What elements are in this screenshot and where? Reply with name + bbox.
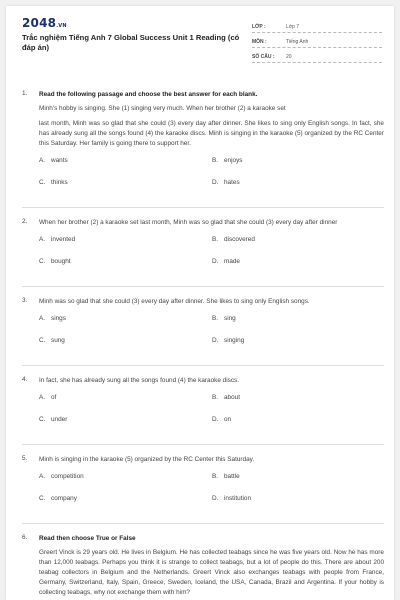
question-1 — [22, 90, 384, 208]
site-logo[interactable] — [22, 16, 67, 30]
question-instruction: Read then choose True or False — [39, 535, 136, 542]
divider — [22, 207, 384, 208]
divider — [22, 365, 384, 366]
passage-text: Greert Vinck is 29 years old. He lives in Belgium. He has collected teabags since he was five years old. Now he has more than 12,000 teabags. Perhaps you think it is strange to collect teabags, but a lot of people do this. There are about 200 teabag collectors in Belgium and the Netherlands. Greert Vinck also exchanges teabags with people from France, Germany, Switzerland, Italy, Spain, Greece, Sweden, Iceland, the USA, Canada, Brazil and Argentina. If your hobby is collecting teabags, why not exchange them with him? — [39, 549, 384, 596]
divider — [22, 444, 384, 445]
option-d[interactable]: D. made — [212, 258, 240, 265]
option-c[interactable]: C. company — [39, 495, 77, 502]
question-number: 6. — [22, 534, 28, 541]
answer-options — [39, 236, 384, 280]
option-a[interactable]: A. sings — [39, 315, 66, 322]
option-d[interactable]: D. on — [212, 416, 232, 423]
option-b[interactable]: B. battle — [212, 473, 240, 480]
document-header — [6, 6, 394, 68]
option-c[interactable]: C. under — [39, 416, 68, 423]
option-b[interactable]: B. about — [212, 394, 240, 401]
option-c[interactable]: C. bought — [39, 258, 71, 265]
option-b[interactable]: B. sing — [212, 315, 236, 322]
meta-label: SỐ CÂU : — [252, 54, 275, 60]
question-number: 2. — [22, 218, 28, 225]
question-number: 4. — [22, 376, 28, 383]
meta-label: LỚP : — [252, 24, 266, 30]
meta-label: MÔN : — [252, 39, 267, 45]
meta-value: Tiếng Anh — [286, 39, 309, 45]
meta-row-class — [252, 18, 382, 33]
meta-value: Lớp 7 — [286, 24, 300, 30]
option-d[interactable]: D. singing — [212, 337, 245, 344]
option-a[interactable]: A. wants — [39, 157, 68, 164]
logo-main: 2048 — [22, 16, 57, 30]
meta-row-subject — [252, 33, 382, 48]
answer-options — [39, 315, 384, 359]
question-5 — [22, 455, 384, 524]
divider — [22, 523, 384, 524]
question-number: 1. — [22, 90, 28, 97]
question-text: In fact, she has already sung all the songs found (4) the karaoke discs. — [39, 377, 240, 384]
option-c[interactable]: C. sung — [39, 337, 65, 344]
question-number: 3. — [22, 297, 28, 304]
question-text: Minh is singing in the karaoke (5) organized by the RC Center this Saturday. — [39, 456, 255, 463]
logo-suffix: .VN — [56, 23, 67, 29]
passage-text: last month, Minh was so glad that she could (3) every day after dinner. She likes to sing only English songs. In fact, she has already sung all the songs found (4) the karaoke discs. Minh is singing in the karaoke (5) organized by the RC Center this Saturday. Her family is going there to support her. — [39, 120, 384, 147]
question-4 — [22, 376, 384, 445]
option-c[interactable]: C. thinks — [39, 179, 68, 186]
option-b[interactable]: B. enjoys — [212, 157, 243, 164]
question-6 — [22, 534, 384, 598]
option-b[interactable]: B. discovered — [212, 236, 255, 243]
divider — [22, 286, 384, 287]
meta-row-count — [252, 48, 382, 63]
document-title: Trắc nghiệm Tiếng Anh 7 Global Success Unit 1 Reading (có đáp án) — [22, 33, 240, 52]
passage-lead: Minh's hobby is singing. She (1) singing very much. When her brother (2) a karaoke set — [39, 105, 286, 112]
option-d[interactable]: D. hates — [212, 179, 240, 186]
meta-value: 20 — [286, 54, 292, 60]
question-text: When her brother (2) a karaoke set last month, Minh was so glad that she could (3) every day after dinner — [39, 219, 338, 226]
document-page — [6, 6, 394, 600]
question-3 — [22, 297, 384, 366]
option-a[interactable]: A. of — [39, 394, 57, 401]
answer-options — [39, 157, 384, 201]
quiz-content — [22, 90, 384, 598]
question-number: 5. — [22, 455, 28, 462]
question-text: Minh was so glad that she could (3) every day after dinner. She likes to sing only English songs. — [39, 298, 310, 305]
meta-info — [252, 18, 382, 63]
answer-options — [39, 473, 384, 517]
question-instruction: Read the following passage and choose the best answer for each blank. — [39, 91, 258, 98]
answer-options — [39, 394, 384, 438]
option-d[interactable]: D. institution — [212, 495, 251, 502]
question-2 — [22, 218, 384, 287]
option-a[interactable]: A. invented — [39, 236, 76, 243]
option-a[interactable]: A. competition — [39, 473, 84, 480]
